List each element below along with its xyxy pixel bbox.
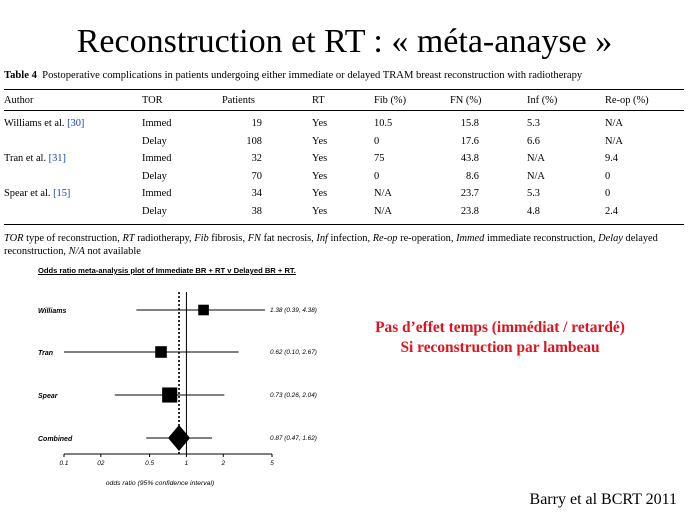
cell-fib: 0 — [374, 170, 380, 182]
cell-tor: Delay — [142, 170, 167, 182]
cell-fib: 0 — [374, 135, 380, 147]
col-header-fib: Fib (%) — [374, 94, 407, 106]
footnote-abbr: N/A — [68, 246, 85, 257]
conclusion-text — [318, 318, 682, 358]
cell-inf: 5.3 — [527, 188, 540, 200]
study-label: Tran — [38, 350, 54, 357]
cell-fn: 17.6 — [460, 135, 479, 147]
table-row — [4, 111, 684, 133]
table-row — [4, 185, 684, 203]
cell-fn: 15.8 — [460, 118, 479, 130]
footnote-abbr: RT — [122, 233, 135, 244]
reference-link[interactable]: [30] — [67, 118, 85, 130]
col-header-inf: Inf (%) — [527, 94, 558, 106]
cell-inf: 4.8 — [527, 205, 540, 217]
cell-inf: N/A — [527, 170, 545, 182]
cell-rt: Yes — [312, 205, 328, 217]
effect-size-label: 1.38 (0.39, 4.38) — [270, 307, 317, 314]
effect-size-label: 0.62 (0.10, 2.67) — [270, 349, 317, 356]
cell-patients: 34 — [251, 188, 262, 200]
cell-patients: 108 — [246, 135, 262, 147]
study-marker — [198, 305, 209, 316]
cell-author — [4, 168, 142, 186]
table-caption-label: Table 4 — [4, 70, 37, 81]
table-caption-text: Postoperative complications in patients undergoing either immediate or delayed TRAM breast reconstruction with radiotherapy — [42, 70, 583, 81]
footnote-abbr: FN — [247, 233, 261, 244]
slide-title: Reconstruction et RT : « méta-anayse » — [76, 23, 613, 60]
cell-author — [4, 111, 142, 133]
cell-reop: 0 — [605, 188, 611, 200]
complications-table — [4, 89, 684, 225]
footnote-def: fibrosis, — [211, 233, 246, 244]
x-tick-label: 0.5 — [145, 460, 155, 467]
cell-fib: N/A — [374, 188, 392, 200]
cell-inf: N/A — [527, 153, 545, 165]
x-axis-title: odds ratio (95% confidence interval) — [105, 480, 215, 487]
cell-reop: 9.4 — [605, 153, 618, 165]
cell-rt: Yes — [312, 135, 328, 147]
study-label: Williams — [38, 308, 67, 315]
cell-fib: N/A — [374, 205, 392, 217]
cell-inf: 6.6 — [527, 135, 540, 147]
study-marker — [162, 387, 177, 402]
footnote-abbr: TOR — [4, 233, 24, 244]
cell-patients: 32 — [251, 153, 262, 165]
study-marker — [155, 346, 167, 358]
col-header-patients: Patients — [222, 94, 255, 106]
footnote-abbr: Delay — [598, 233, 623, 244]
table-row — [4, 168, 684, 186]
footnote-abbr: Immed — [456, 233, 485, 244]
cell-reop: N/A — [605, 135, 623, 147]
col-header-fn: FN (%) — [450, 94, 482, 106]
cell-author — [4, 133, 142, 151]
cell-tor: Delay — [142, 135, 167, 147]
col-header-tor: TOR — [142, 94, 163, 106]
cell-rt: Yes — [312, 170, 328, 182]
cell-author — [4, 203, 142, 225]
footnote-def: fat necrosis, — [263, 233, 314, 244]
table-row — [4, 203, 684, 225]
cell-fn: 23.8 — [460, 205, 479, 217]
cell-tor: Immed — [142, 118, 172, 130]
cell-reop: 2.4 — [605, 205, 618, 217]
cell-fn: 8.6 — [466, 170, 479, 182]
col-header-author: Author — [4, 94, 34, 106]
table-footnote — [4, 232, 688, 258]
table-row — [4, 133, 684, 151]
study-label: Combined — [38, 436, 73, 443]
x-tick-label: 1 — [184, 460, 189, 467]
footnote-def: not available — [87, 246, 141, 257]
citation: Barry et al BCRT 2011 — [529, 491, 677, 508]
conclusion-line-2: Si reconstruction par lambeau — [400, 339, 600, 356]
footnote-def: immediate reconstruction, — [486, 233, 596, 244]
footnote-def: infection, — [330, 233, 371, 244]
col-header-rt: RT — [312, 94, 325, 106]
x-tick-label: 5 — [270, 460, 274, 467]
reference-link[interactable]: [15] — [53, 188, 71, 200]
footnote-abbr: Re-op — [372, 233, 398, 244]
study-label: Spear — [38, 393, 58, 400]
cell-author — [4, 185, 142, 203]
effect-size-label: 0.87 (0.47, 1.62) — [270, 435, 317, 442]
cell-patients: 19 — [251, 118, 262, 130]
cell-reop: 0 — [605, 170, 611, 182]
cell-rt: Yes — [312, 153, 328, 165]
table-caption — [4, 70, 688, 81]
footnote-abbr: Fib — [194, 233, 209, 244]
cell-patients: 70 — [251, 170, 262, 182]
cell-fn: 23.7 — [460, 188, 479, 200]
cell-tor: Immed — [142, 153, 172, 165]
cell-fib: 10.5 — [374, 118, 393, 130]
reference-link[interactable]: [31] — [48, 153, 66, 165]
footnote-def: re-operation, — [400, 233, 454, 244]
col-header-reop: Re-op (%) — [605, 94, 649, 106]
cell-rt: Yes — [312, 188, 328, 200]
cell-rt: Yes — [312, 118, 328, 130]
cell-patients: 38 — [251, 205, 262, 217]
footnote-def: type of reconstruction, — [26, 233, 120, 244]
footnote-abbr: Inf — [316, 233, 328, 244]
table-row — [4, 150, 684, 168]
x-tick-label: 02 — [97, 460, 105, 467]
author-name: Williams et al. — [4, 118, 65, 130]
cell-tor: Immed — [142, 188, 172, 200]
cell-reop: N/A — [605, 118, 623, 130]
cell-fib: 75 — [374, 153, 385, 165]
table-header-row — [4, 90, 684, 111]
cell-tor: Delay — [142, 205, 167, 217]
cell-inf: 5.3 — [527, 118, 540, 130]
author-name: Spear et al. — [4, 188, 51, 200]
cell-fn: 43.8 — [460, 153, 479, 165]
forest-plot — [0, 280, 330, 495]
cell-author — [4, 150, 142, 168]
x-tick-label: 2 — [221, 460, 226, 467]
conclusion-line-1: Pas d’effet temps (immédiat / retardé) — [375, 319, 625, 336]
x-tick-label: 0.1 — [59, 460, 69, 467]
effect-size-label: 0.73 (0.26, 2.04) — [270, 392, 317, 399]
footnote-def: radiotherapy, — [137, 233, 192, 244]
footnote-def: delayed reconstruction, — [4, 233, 658, 257]
forest-plot-title: Odds ratio meta-analysis plot of Immediate BR + RT v Delayed BR + RT. — [38, 266, 296, 275]
author-name: Tran et al. — [4, 153, 47, 165]
